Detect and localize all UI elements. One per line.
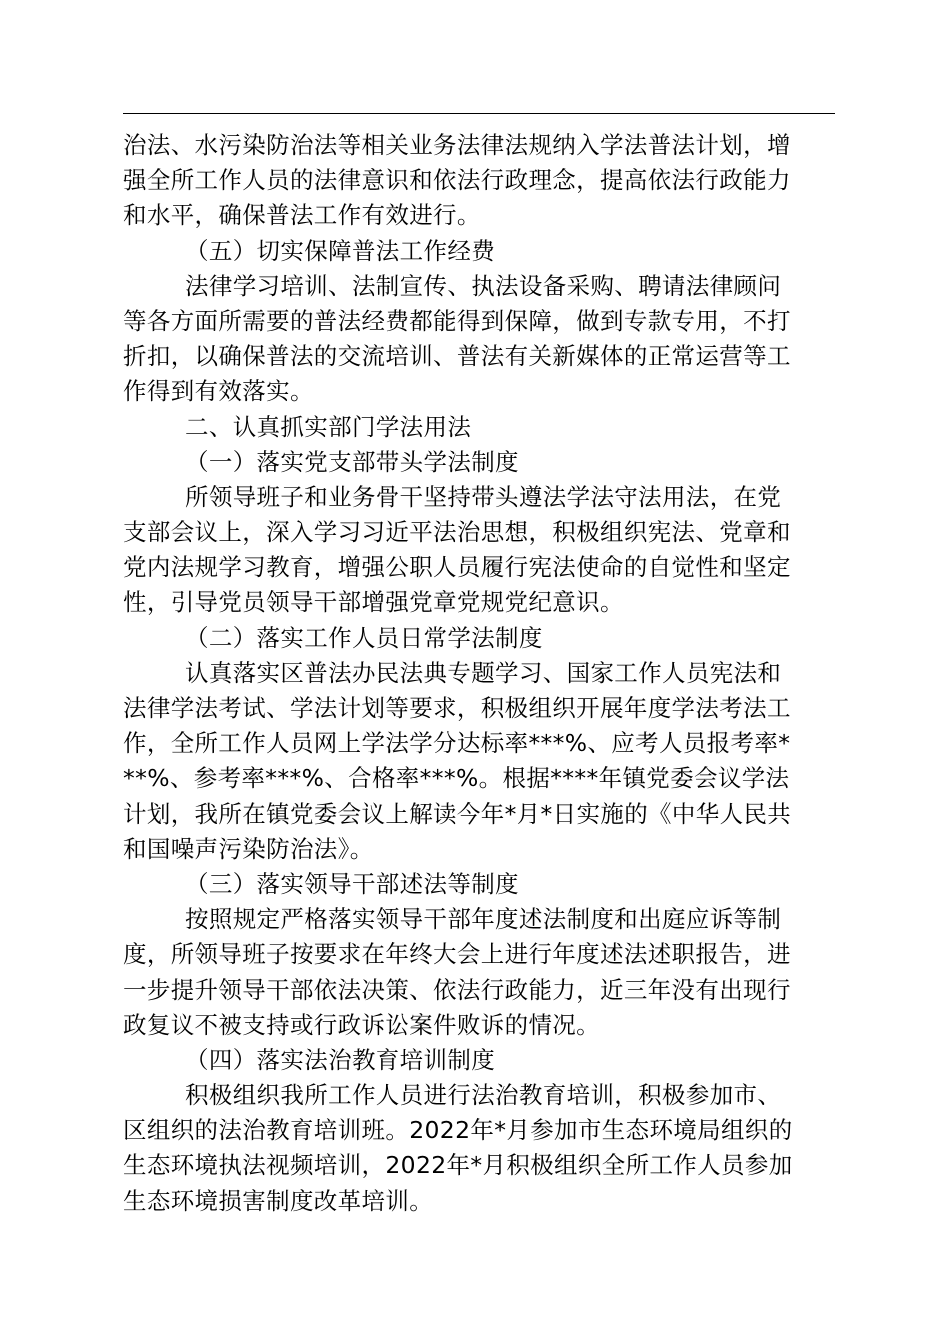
text-line: （五）切实保障普法工作经费 bbox=[185, 236, 496, 265]
text-line: 积极组织我所工作人员进行法治教育培训，积极参加市、 bbox=[185, 1081, 782, 1110]
text-line: 按照规定严格落实领导干部年度述法制度和出庭应诉等制 bbox=[185, 905, 782, 934]
text-line: 生态环境损害制度改革培训。 bbox=[123, 1186, 434, 1215]
text-line: 法律学习培训、法制宣传、执法设备采购、聘请法律顾问 bbox=[185, 271, 782, 300]
text-line: 和国噪声污染防治法》。 bbox=[123, 834, 374, 863]
text-line: 所领导班子和业务骨干坚持带头遵法学法守法用法，在党 bbox=[185, 482, 782, 511]
document-body bbox=[123, 128, 837, 1219]
text-line: 作，全所工作人员网上学法学分达标率***%、应考人员报考率* bbox=[123, 729, 791, 758]
text-line: 折扣，以确保普法的交流培训、普法有关新媒体的正常运营等工 bbox=[123, 342, 791, 371]
text-line: 等各方面所需要的普法经费都能得到保障，做到专款专用，不打 bbox=[123, 306, 791, 335]
text-line: 区组织的法治教育培训班。2022年*月参加市生态环境局组织的 bbox=[123, 1116, 793, 1145]
text-line: **%、参考率***%、合格率***%。根据****年镇党委会议学法 bbox=[123, 764, 790, 793]
text-line: （三）落实领导干部述法等制度 bbox=[185, 869, 519, 898]
header-rule bbox=[123, 113, 835, 114]
text-line: 强全所工作人员的法律意识和依法行政理念，提高依法行政能力 bbox=[123, 166, 791, 195]
text-line: 治法、水污染防治法等相关业务法律法规纳入学法普法计划，增 bbox=[123, 131, 791, 159]
text-line: 党内法规学习教育，增强公职人员履行宪法使命的自觉性和坚定 bbox=[123, 553, 791, 582]
text-line: 认真落实区普法办民法典专题学习、国家工作人员宪法和 bbox=[185, 658, 782, 687]
text-line: 性，引导党员领导干部增强党章党规党纪意识。 bbox=[123, 588, 624, 617]
text-line: 度，所领导班子按要求在年终大会上进行年度述法述职报告，进 bbox=[123, 940, 791, 969]
text-line: （四）落实法治教育培训制度 bbox=[185, 1045, 496, 1074]
text-line: 政复议不被支持或行政诉讼案件败诉的情况。 bbox=[123, 1010, 600, 1039]
text-line: 和水平，确保普法工作有效进行。 bbox=[123, 201, 481, 230]
text-line: （二）落实工作人员日常学法制度 bbox=[185, 623, 543, 652]
text-line: 法律学法考试、学法计划等要求，积极组织开展年度学法考法工 bbox=[123, 694, 791, 722]
text-line: 支部会议上，深入学习习近平法治思想，积极组织宪法、党章和 bbox=[123, 518, 791, 547]
text-line: 二、认真抓实部门学法用法 bbox=[185, 412, 472, 441]
text-line: （一）落实党支部带头学法制度 bbox=[185, 447, 519, 476]
text-line: 计划，我所在镇党委会议上解读今年*月*日实施的《中华人民共 bbox=[123, 799, 792, 828]
text-line: 一步提升领导干部依法决策、依法行政能力，近三年没有出现行 bbox=[123, 975, 791, 1004]
text-line: 作得到有效落实。 bbox=[123, 377, 314, 406]
text-line: 生态环境执法视频培训，2022年*月积极组织全所工作人员参加 bbox=[123, 1151, 793, 1180]
